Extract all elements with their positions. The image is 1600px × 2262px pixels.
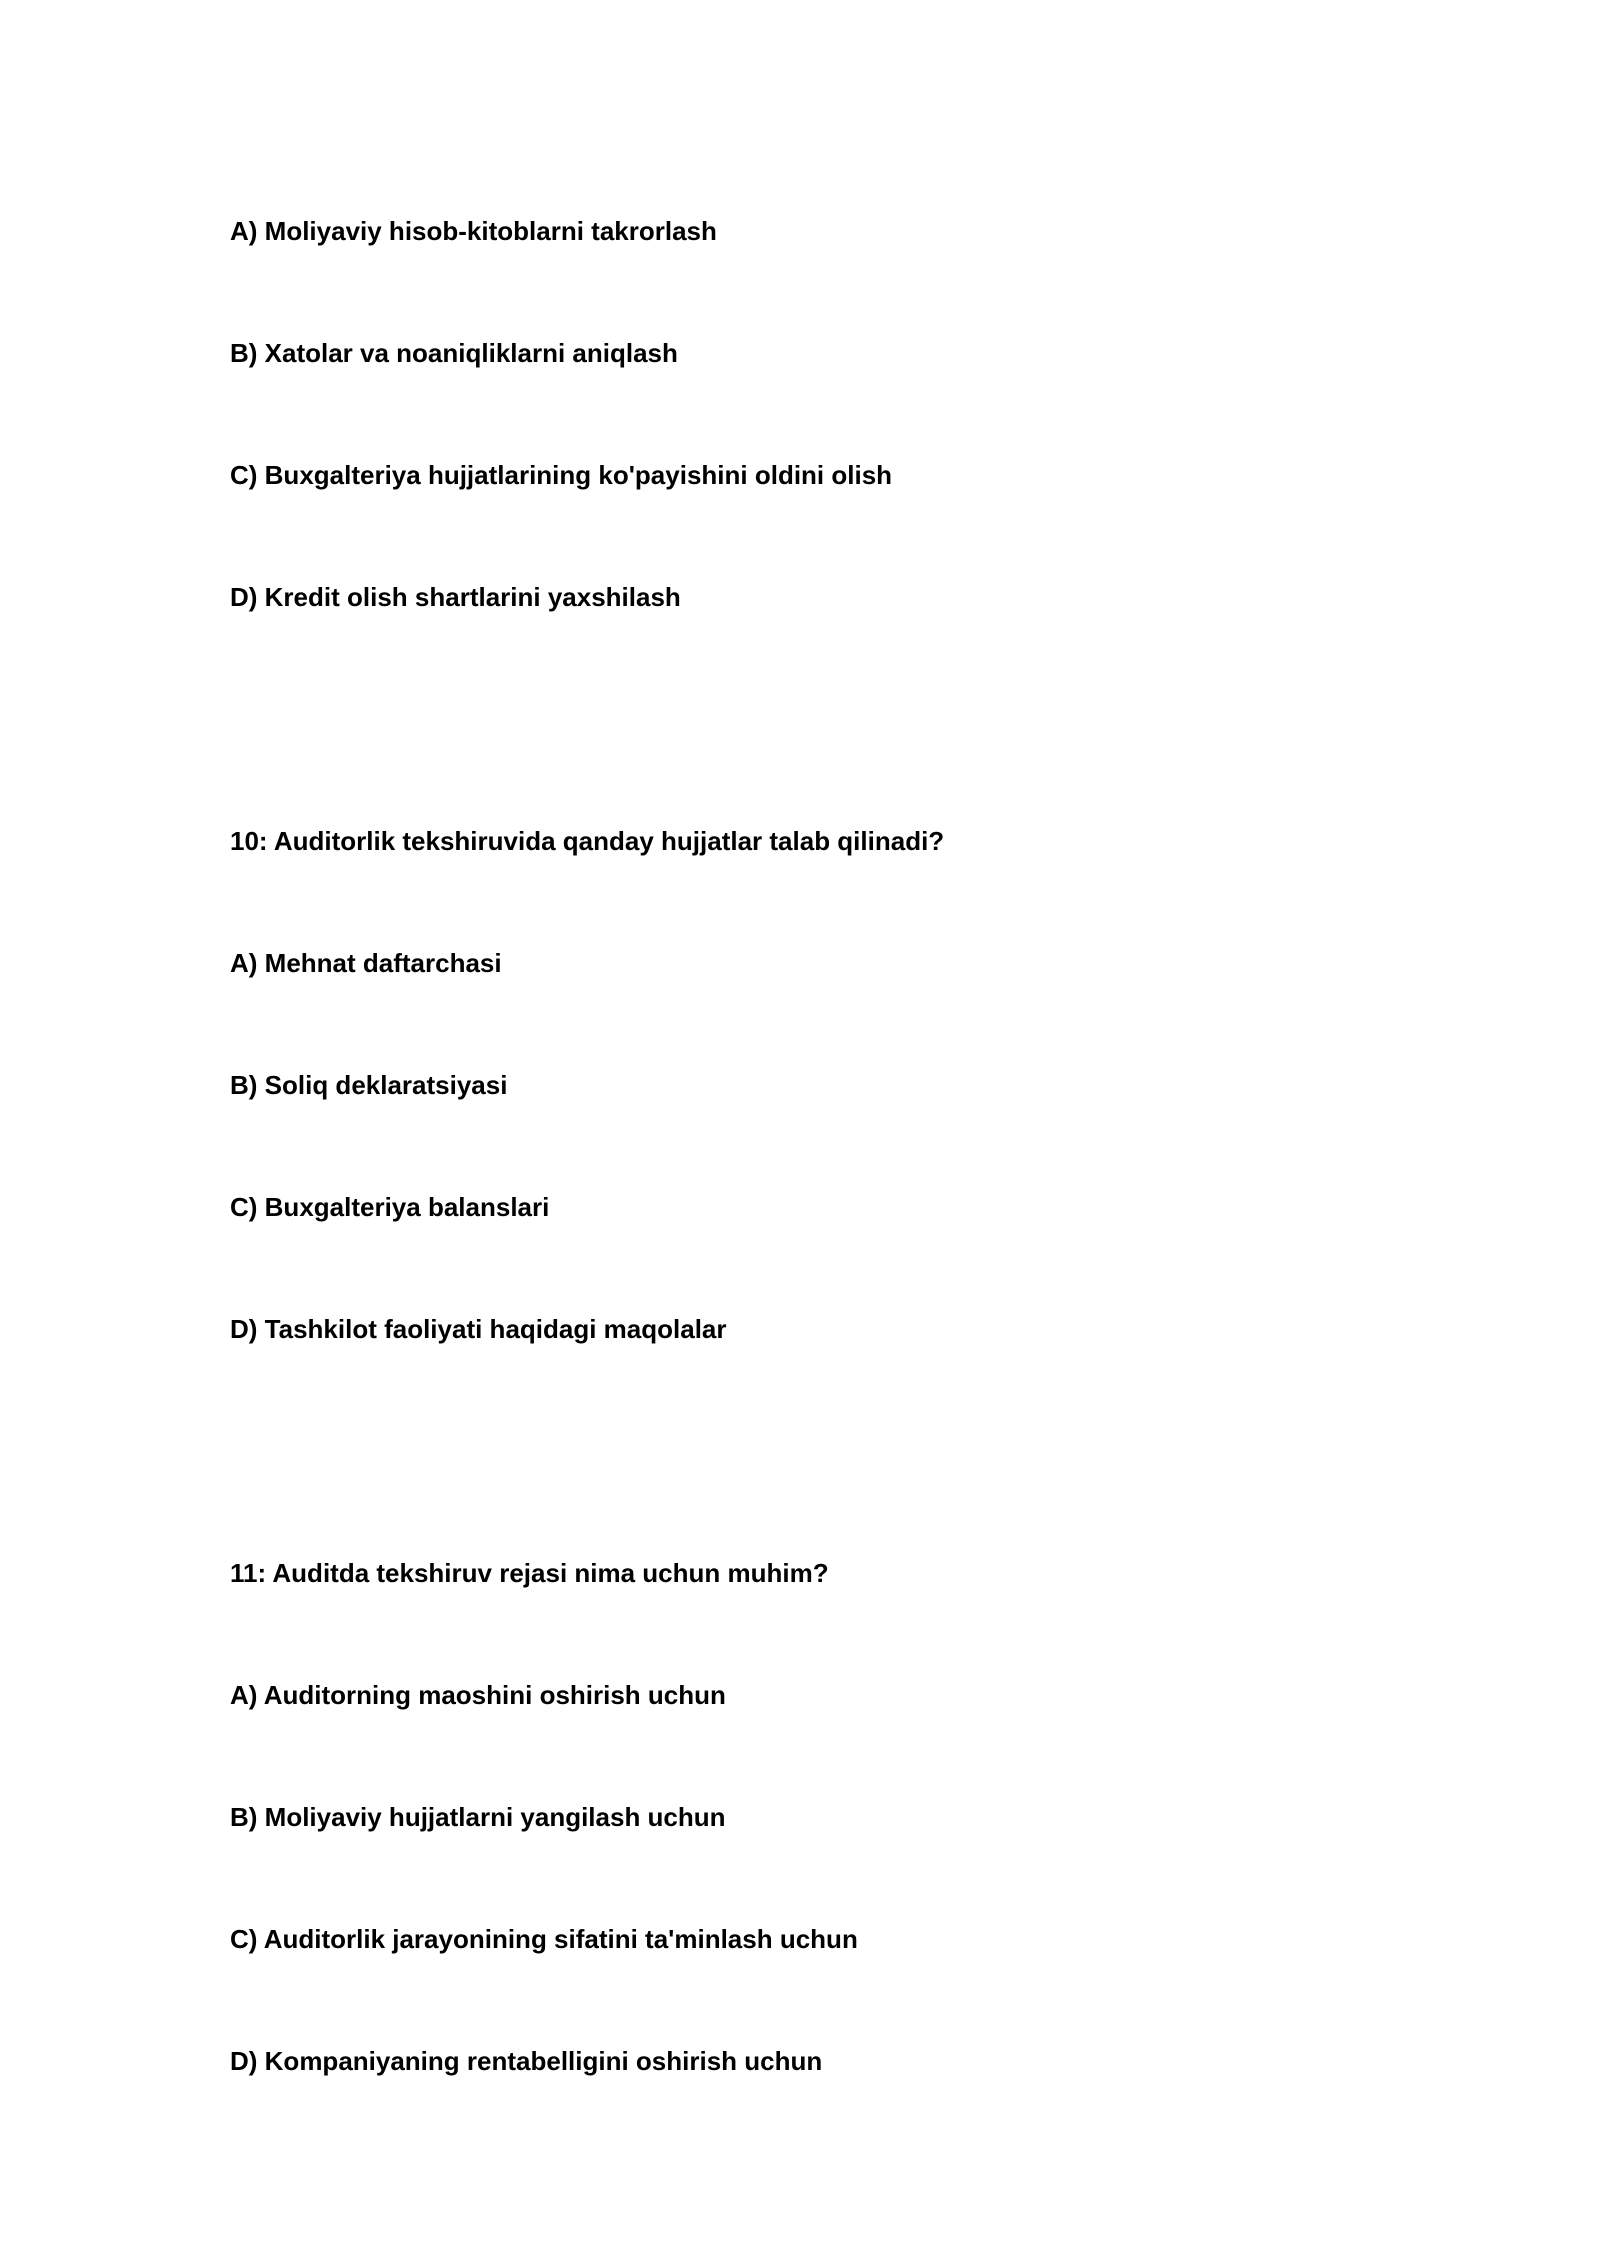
question-11-option-b: B) Moliyaviy hujjatlarni yangilash uchun <box>230 1802 726 1832</box>
question-11-option-d: D) Kompaniyaning rentabelligini oshirish uchun <box>230 2046 823 2076</box>
answer-option-a: A) Moliyaviy hisob-kitoblarni takrorlash <box>230 216 717 246</box>
question-10-option-d: D) Tashkilot faoliyati haqidagi maqolalar <box>230 1314 727 1344</box>
question-11-option-a: A) Auditorning maoshini oshirish uchun <box>230 1680 726 1710</box>
answer-option-b: B) Xatolar va noaniqliklarni aniqlash <box>230 338 678 368</box>
question-10-option-c: C) Buxgalteriya balanslari <box>230 1192 550 1222</box>
question-10-option-b: B) Soliq deklaratsiyasi <box>230 1070 508 1100</box>
question-10-option-a: A) Mehnat daftarchasi <box>230 948 502 978</box>
answer-option-d: D) Kredit olish shartlarini yaxshilash <box>230 582 681 612</box>
answer-option-c: C) Buxgalteriya hujjatlarining ko'payishini oldini olish <box>230 460 893 490</box>
question-11-text: 11: Auditda tekshiruv rejasi nima uchun muhim? <box>230 1558 829 1588</box>
question-11-option-c: C) Auditorlik jarayonining sifatini ta'minlash uchun <box>230 1924 858 1954</box>
question-10-text: 10: Auditorlik tekshiruvida qanday hujjatlar talab qilinadi? <box>230 826 945 856</box>
